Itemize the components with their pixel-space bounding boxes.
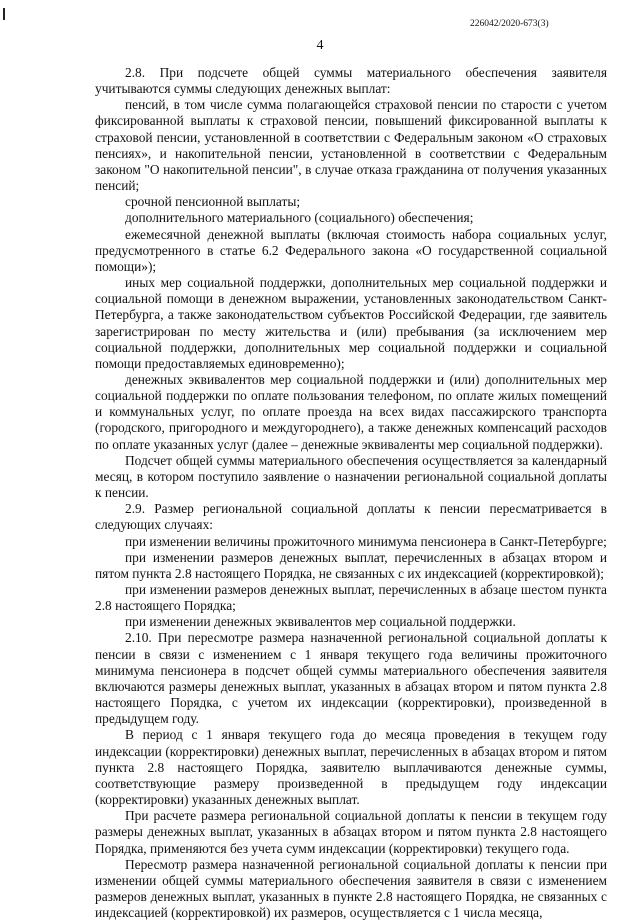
list-item-pensions: пенсий, в том числе сумма полагающейся страховой пенсии по старости с учетом фиксированной выплаты к страховой пенсии, повышений фиксированной выплаты к страховой пенсии, установленной в соответствии с Федеральным законом «О страховых пенсиях», и накопительной пенсии, установленной в соответствии с Федеральным законом "О накопительной пенсии", в случае отказа гражданина от получения указанных пенсий;: [95, 97, 607, 194]
paragraph-calculation-period: Подсчет общей суммы материального обеспечения осуществляется за календарный месяц, в котором поступило заявление о назначении региональной социальной доплаты к пенсии.: [95, 452, 607, 501]
paragraph-2-10: 2.10. При пересмотре размера назначенной региональной социальной доплаты к пенсии в связи с изменением с 1 января текущего года величины прожиточного минимума пенсионера в подсчет общей суммы материального обеспечения заявителя включаются размеры денежных выплат, указанных в абзацах втором и пятом пункта 2.8 настоящего Порядка, с учетом их индексации (корректировки), произведенной в предыдущем году.: [95, 630, 607, 727]
list-item-equivalent-changes: при изменении денежных эквивалентов мер социальной поддержки.: [125, 614, 516, 630]
list-item-payment-changes: при изменении размеров денежных выплат, перечисленных в абзацах втором и пятом пункта 2.8 настоящего Порядка, не связанных с их индексацией (корректировкой);: [95, 549, 607, 581]
paragraph-2-8: 2.8. При подсчете общей суммы материального обеспечения заявителя учитываются суммы следующих денежных выплат:: [95, 65, 607, 97]
list-item-payment-changes-6: при изменении размеров денежных выплат, перечисленных в абзаце шестом пункта 2.8 настоящего Порядка;: [95, 582, 607, 614]
list-item-monthly-payment: ежемесячной денежной выплаты (включая стоимость набора социальных услуг, предусмотренного в статье 6.2 Федерального закона «О государственной социальной помощи»);: [95, 226, 607, 274]
paragraph-current-year-calc: При расчете размера региональной социальной доплаты к пенсии в текущем году размеры денежных выплат, указанных в абзацах втором и пятом пункта 2.8 настоящего Порядка, применяются без учета сумм индексации (корректировки) текущего года.: [95, 808, 607, 856]
list-item-monetary-equivalents: денежных эквивалентов мер социальной поддержки и (или) дополнительных мер социальной поддержки по оплате пользования телефоном, по оплате жилых помещений и коммунальных услуг, по оплате проезда на всех видах пассажирского транспорта (городского, пригородного и междугороднего), а также денежных компенсаций расходов по оплате указанных услуг (далее – денежные эквиваленты мер социальной поддержки).: [95, 371, 607, 452]
paragraph-2-9: 2.9. Размер региональной социальной доплаты к пенсии пересматривается в следующих случаях:: [95, 501, 607, 533]
scan-margin-mark: [3, 8, 5, 20]
list-item-additional-support: дополнительного материального (социального) обеспечения;: [125, 210, 474, 226]
paragraph-january-period: В период с 1 января текущего года до месяца проведения в текущем году индексации (корректировки) денежных выплат, перечисленных в абзацах втором и пятом пункта 2.8 настоящего Порядка, заявителю выплачиваются денежные суммы, соответствующие размеру произведенной в предыдущем году индексации (корректировки) указанных денежных выплат.: [95, 727, 607, 808]
list-item-subsistence-minimum: при изменении величины прожиточного минимума пенсионера в Санкт-Петербурге;: [125, 533, 607, 549]
list-item-urgent-pension: срочной пенсионной выплаты;: [125, 194, 301, 210]
paragraph-recalculation: Пересмотр размера назначенной региональной социальной доплаты к пенсии при изменении общей суммы материального обеспечения заявителя в связи с изменением размеров денежных выплат, указанных в пункте 2.8 настоящего Порядка, не связанных с индексацией (корректировкой) их размеров, осуществляется с 1 числа месяца,: [95, 856, 607, 921]
page-number: 4: [316, 38, 324, 53]
document-id: 226042/2020-673(3): [470, 19, 549, 29]
list-item-other-measures: иных мер социальной поддержки, дополнительных мер социальной поддержки и социальной помощи в денежном выражении, установленных законодательством Санкт-Петербурга, а также законодательством субъектов Российской Федерации, где заявитель зарегистрирован по месту жительства и (или) пребывания (за исключением мер социальной поддержки, дополнительных мер социальной поддержки и социальной помощи предоставляемых единовременно);: [95, 275, 607, 371]
document-body: [95, 65, 607, 921]
